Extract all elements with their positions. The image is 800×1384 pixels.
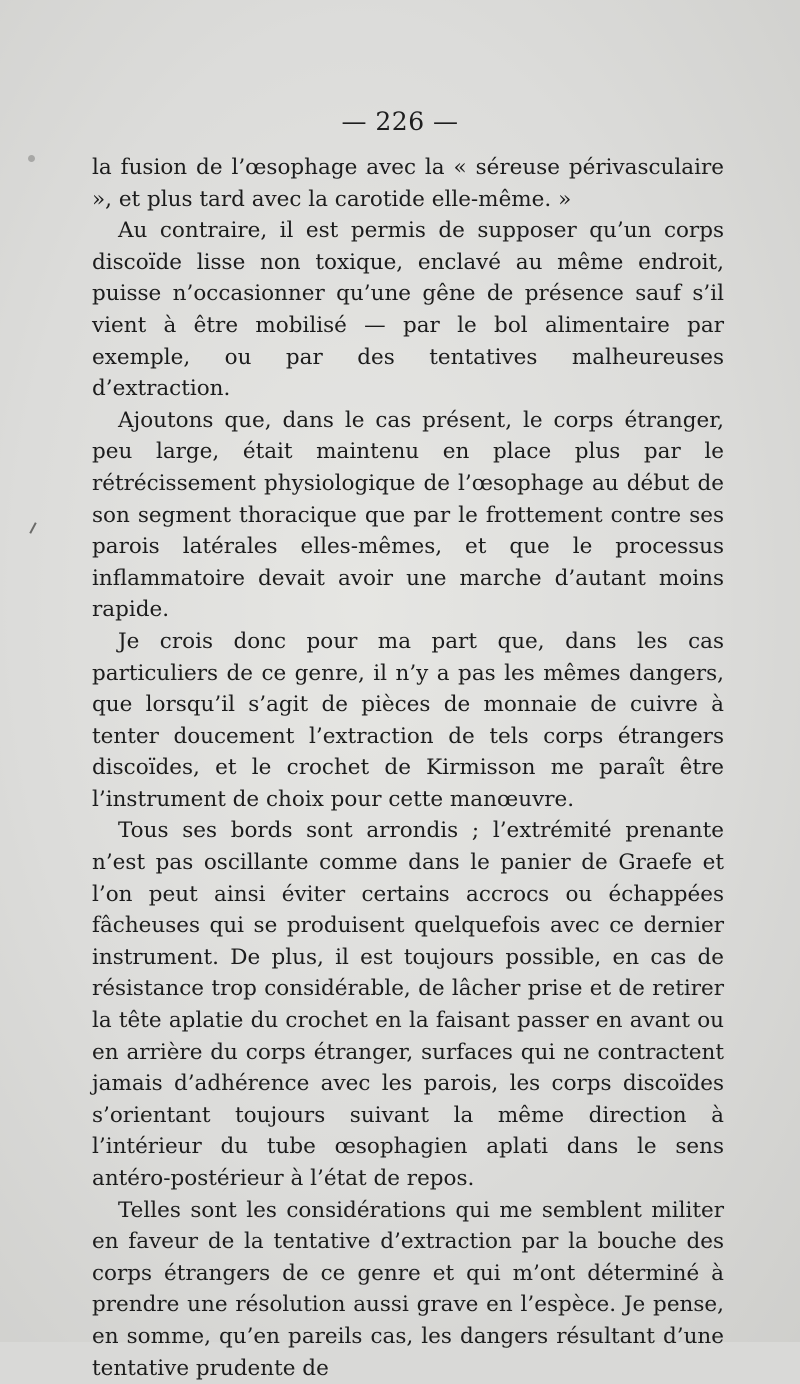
body-text	[92, 152, 724, 1384]
paragraph: Tous ses bords sont arrondis ; l’extrémité prenante n’est pas oscillante comme dans le panier de Graefe et l’on peut ainsi éviter certains accrocs ou échappées fâcheuses qui se produisent quelquefois avec ce dernier instrument. De plus, il est toujours possible, en cas de résistance trop considérable, de lâcher prise et de retirer la tête aplatie du crochet en la faisant passer en avant ou en arrière du corps étranger, surfaces qui ne contractent jamais d’adhérence avec les parois, les corps discoïdes s’orientant toujours suivant la même direction à l’intérieur du tube œsophagien aplati dans le sens antéro-postérieur à l’état de repos.	[92, 818, 724, 1191]
paragraph: Ajoutons que, dans le cas présent, le corps étranger, peu large, était maintenu en place plus par le rétrécissement physiologique de l’œsophage au début de son segment thoracique que par le frottement contre ses parois latérales elles-mêmes, et que le processus inflammatoire devait avoir une marche d’autant moins rapide.	[92, 407, 724, 623]
paragraph: Au contraire, il est permis de supposer qu’un corps discoïde lisse non toxique, enclavé au même endroit, puisse n’occasionner qu’une gêne de présence sauf s’il vient à être mobilisé — par le bol alimentaire par exemple, ou par des tentatives malheureuses d’extraction.	[92, 218, 724, 402]
margin-ink-spot	[28, 155, 35, 162]
page-number: — 226 —	[341, 107, 459, 136]
paragraph: Telles sont les considérations qui me semblent militer en faveur de la tentative d’extraction par la bouche des corps étrangers de ce genre et qui m’ont déterminé à prendre une résolution aussi grave en l’espèce. Je pense, en somme, qu’en pareils cas, les dangers résultant d’une tentative prudente de	[92, 1197, 724, 1381]
margin-pencil-mark	[29, 522, 36, 534]
paragraph-continued: la fusion de l’œsophage avec la « séreuse périvasculaire », et plus tard avec la carotide elle-même. »	[92, 155, 724, 212]
paragraph: Je crois donc pour ma part que, dans les cas particuliers de ce genre, il n’y a pas les mêmes dangers, que lorsqu’il s’agit de pièces de monnaie de cuivre à tenter doucement l’extraction de tels corps étrangers discoïdes, et le crochet de Kirmisson me paraît être l’instrument de choix pour cette manœuvre.	[92, 628, 724, 812]
